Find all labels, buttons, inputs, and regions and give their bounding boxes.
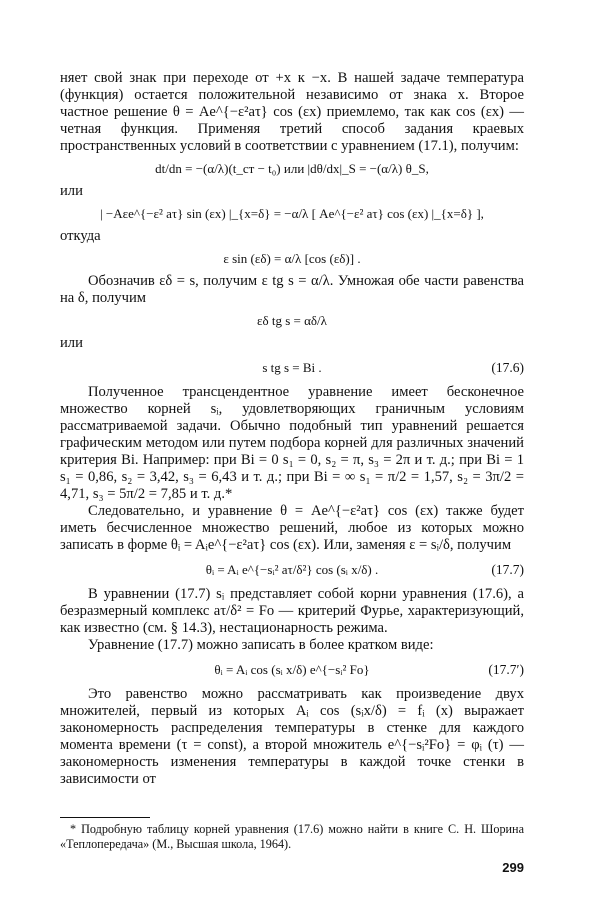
main-text xyxy=(60,70,524,788)
label-ili-2: или xyxy=(60,335,83,351)
paragraph-3: Полученное трансцендентное уравнение имеет бесконечное множество корней sᵢ, удовлетворяющих граничным условиям рассматриваемой задачи. Обычно подобный тип уравнений решается графическим методом или путем подбора корней для различных значений критерия Bi. Например: при Bi = 0 s₁ = 0, s₂ = π, s₃ = 2π и т. д.; при Bi = 1 s₁ = 0,86, s₂ = 3,42, s₃ = 6,43 и т. д.; при Bi = ∞ s₁ = π/2 = 1,57, s₂ = 3π/2 = 4,71, s₃ = 5π/2 = 7,85 и т. д.* xyxy=(60,384,524,502)
equation-number-17-7: (17.7) xyxy=(491,562,524,577)
equation-17-7-prime xyxy=(60,660,524,680)
formula-stgs: s tg s = Bi . xyxy=(262,360,322,375)
formula-theta-i-fo: θᵢ = Aᵢ cos (sᵢ x/δ) e^{−sᵢ² Fo} xyxy=(214,662,370,677)
footnote: * Подробную таблицу корней уравнения (17.6) можно найти в книге С. Н. Шорина «Теплопередача» (М., Высшая школа, 1964). xyxy=(60,822,524,851)
label-otkuda: откуда xyxy=(60,228,101,244)
paragraph-1: няет свой знак при переходе от +x к −x. В нашей задаче температура (функция) остается положительной независимо от знака x. Второе частное решение θ = Ae^{−ε²aτ} cos (εx) приемлемо, так как cos (εx) — четная функция. Применяя третий способ задания краевых пространственных условий в соответствии с уравнением (17.1), получим: xyxy=(60,70,524,154)
paragraph-7: Это равенство можно рассматривать как произведение двух множителей, первый из которых Aᵢ cos (sᵢx/δ) = fᵢ (x) выражает закономерность распределения температуры в стенке для каждого момента времени (τ = const), а второй множитель e^{−sᵢ²Fo} = φᵢ (τ) — закономерность изменения температуры в каждой точке стенки в зависимости от xyxy=(60,686,524,787)
equation-number-17-7-prime: (17.7′) xyxy=(488,662,524,677)
page-number: 299 xyxy=(502,860,524,875)
formula-derivative: | −Aεe^{−ε² aτ} sin (εx) |_{x=δ} = −α/λ [ Ae^{−ε² aτ} cos (εx) |_{x=δ} ], xyxy=(100,206,484,221)
formula-tg: εδ tg s = αδ/λ xyxy=(257,313,327,328)
footnote-divider xyxy=(60,817,150,818)
formula-theta-i: θᵢ = Aᵢ e^{−sᵢ² aτ/δ²} cos (sᵢ x/δ) . xyxy=(205,562,379,577)
formula-sin: ε sin (εδ) = α/λ [cos (εδ)] . xyxy=(223,251,361,266)
equation-17-6 xyxy=(60,358,524,378)
paragraph-2: Обозначив εδ = s, получим ε tg s = α/λ. Умножая обе части равенства на δ, получим xyxy=(60,273,524,306)
formula-boundary-condition: dt/dn = −(α/λ)(t_ст − t₀) или |dθ/dx|_S = −(α/λ) θ_S, xyxy=(155,161,429,176)
equation-number-17-6: (17.6) xyxy=(491,360,524,375)
paragraph-6: Уравнение (17.7) можно записать в более кратком виде: xyxy=(88,637,434,653)
label-ili-1: или xyxy=(60,183,83,199)
paragraph-5: В уравнении (17.7) sᵢ представляет собой корни уравнения (17.6), а безразмерный комплекс aτ/δ² = Fo — критерий Фурье, характеризующий, как известно (см. § 14.3), нестационарность режима. xyxy=(60,586,524,636)
paragraph-4: Следовательно, и уравнение θ = Ae^{−ε²aτ} cos (εx) также будет иметь бесчисленное множество решений, любое из которых можно записать в форме θᵢ = Aᵢe^{−ε²aτ} cos (εx). Или, заменяя ε = sᵢ/δ, получим xyxy=(60,503,524,553)
equation-17-7 xyxy=(60,560,524,580)
